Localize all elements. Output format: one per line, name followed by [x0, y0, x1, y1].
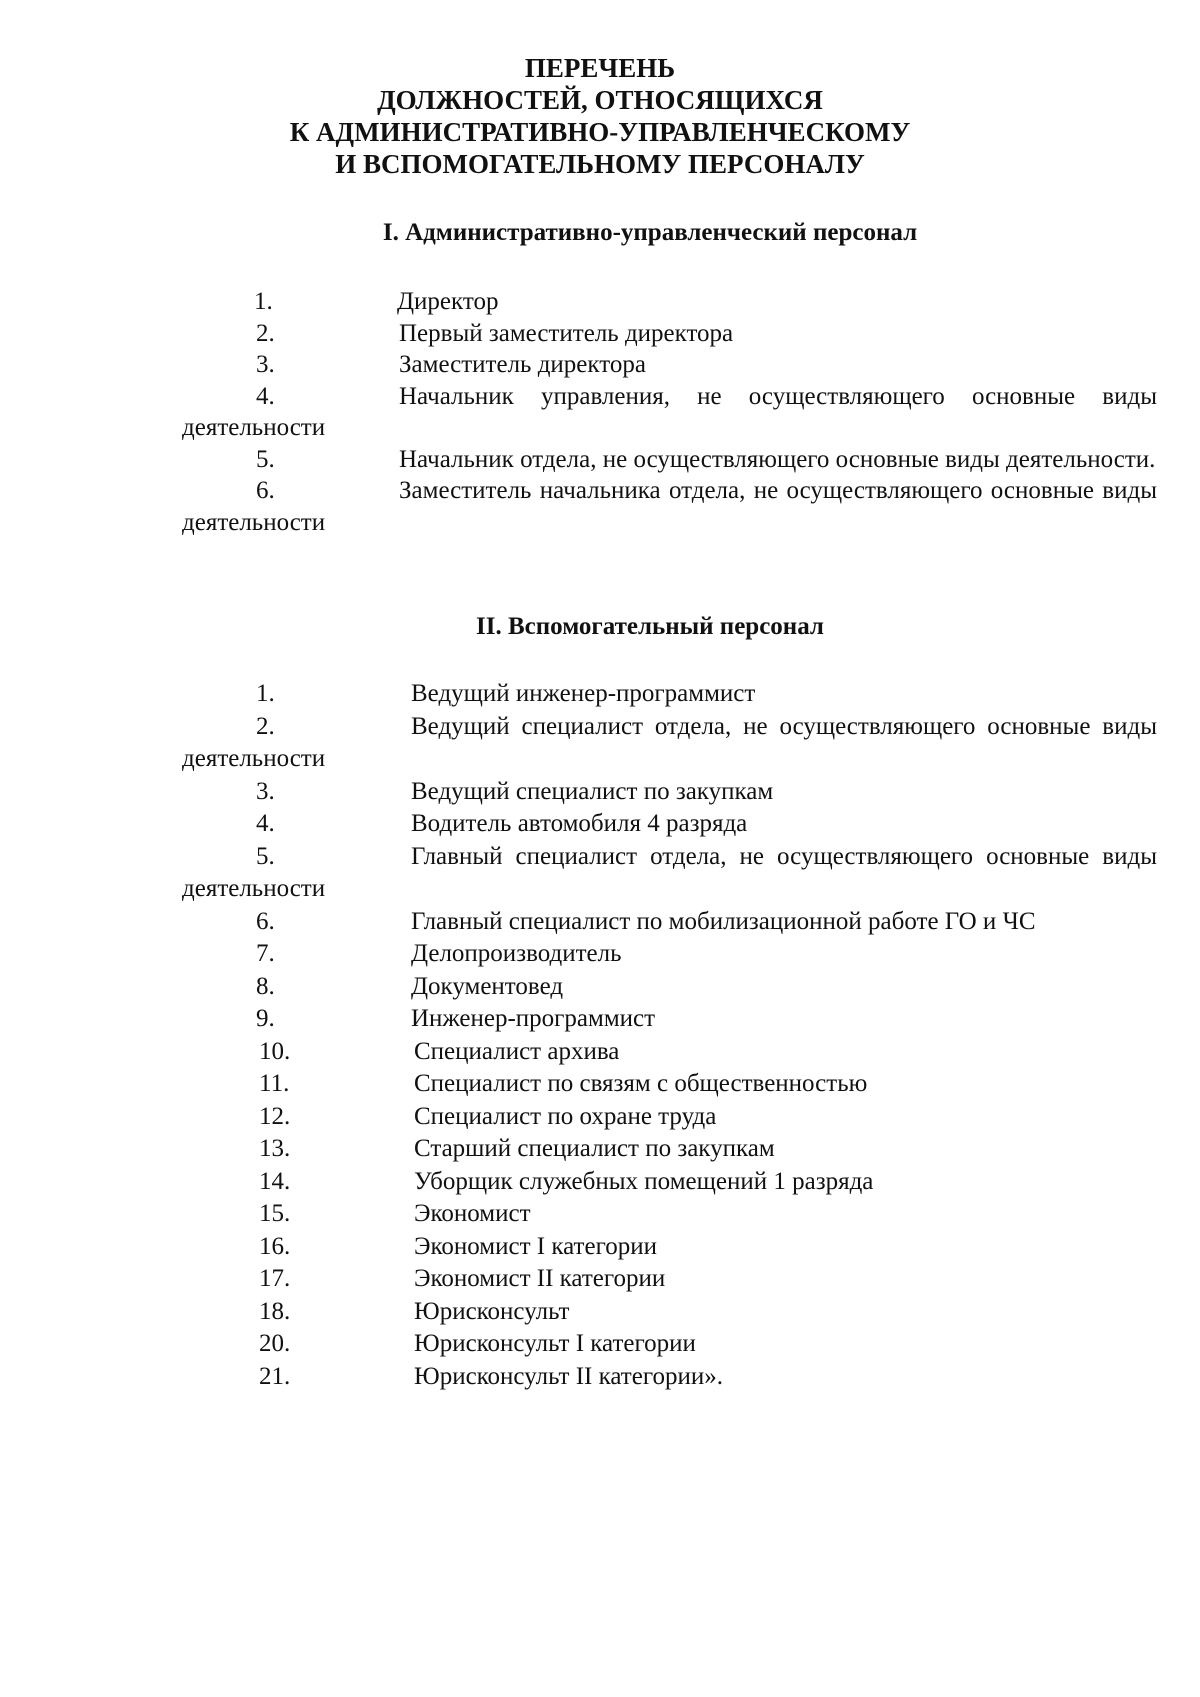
item-text: Экономист II категории	[414, 1265, 666, 1292]
list-item	[182, 1133, 1157, 1166]
title-line-4: И ВСПОМОГАТЕЛЬНОМУ ПЕРСОНАЛУ	[335, 149, 865, 179]
item-text: Главный специалист по мобилизационной работе ГО и ЧС	[411, 907, 1036, 935]
item-text: Первый заместитель директора	[399, 319, 734, 347]
item-text: Ведущий инженер-программист	[411, 680, 756, 707]
item-text: Юрисконсульт	[414, 1297, 570, 1325]
item-number: 7.	[256, 940, 275, 967]
section-2-heading: II. Вспомогательный персонал	[476, 613, 824, 640]
item-text: Специалист по охране труда	[414, 1102, 717, 1130]
item-text: Уборщик служебных помещений 1 разряда	[414, 1167, 874, 1195]
item-number: 1.	[256, 680, 275, 707]
item-text: Делопроизводитель	[411, 940, 622, 967]
list-item	[182, 475, 1157, 538]
list-item	[182, 1101, 1157, 1134]
list-item	[182, 841, 1157, 906]
list-item	[182, 318, 1157, 350]
item-number: 5.	[256, 842, 275, 870]
list-item	[182, 444, 1157, 476]
section-2-list	[182, 678, 1157, 1393]
item-text: Водитель автомобиля 4 разряда	[411, 810, 748, 837]
list-item	[182, 1198, 1157, 1231]
item-number: 15.	[259, 1200, 291, 1227]
title-line-3: К АДМИНИСТРАТИВНО-УПРАВЛЕНЧЕСКОМУ	[289, 117, 911, 147]
list-item	[182, 381, 1157, 444]
list-item	[182, 1003, 1157, 1036]
item-number: 1.	[254, 288, 273, 315]
list-item	[182, 678, 1157, 711]
item-text: Документовед	[411, 972, 564, 1000]
list-item	[182, 906, 1157, 939]
item-text: Ведущий специалист по закупкам	[411, 777, 774, 805]
list-item	[182, 938, 1157, 971]
item-text: Юрисконсульт II категории».	[414, 1362, 723, 1390]
item-number: 20.	[259, 1330, 291, 1357]
item-number: 12.	[259, 1102, 291, 1130]
item-text: Заместитель начальника отдела, не осуществляющего основные виды деятельности	[182, 477, 1157, 536]
list-item	[182, 1296, 1157, 1329]
list-item	[182, 286, 1157, 318]
item-text: Специалист по связям с общественностью	[414, 1070, 868, 1097]
item-text: Начальник отдела, не осуществляющего основные виды деятельности.	[399, 445, 1156, 473]
item-number: 4.	[256, 810, 275, 837]
list-item	[182, 971, 1157, 1004]
list-item	[182, 1231, 1157, 1264]
list-item	[182, 1068, 1157, 1101]
title-line-2: ДОЛЖНОСТЕЙ, ОТНОСЯЩИХСЯ	[377, 85, 823, 115]
item-number: 2.	[256, 319, 275, 347]
list-item	[182, 349, 1157, 381]
list-item	[182, 1328, 1157, 1361]
list-item	[182, 1361, 1157, 1394]
item-text: Инженер-программист	[411, 1005, 656, 1032]
item-text: Экономист I категории	[414, 1232, 657, 1260]
item-text: Экономист	[414, 1200, 531, 1227]
item-text: Юрисконсульт I категории	[414, 1330, 696, 1357]
item-text: Начальник управления, не осуществляющего основные виды деятельности	[182, 382, 1157, 441]
item-number: 6.	[256, 907, 275, 935]
item-text: Директор	[397, 288, 499, 315]
item-number: 4.	[256, 382, 275, 410]
list-item	[182, 1036, 1157, 1069]
item-text: Заместитель директора	[399, 351, 646, 378]
title-line-1: ПЕРЕЧЕНЬ	[524, 53, 676, 83]
item-text: Специалист архива	[414, 1037, 620, 1065]
item-number: 3.	[256, 777, 275, 805]
item-number: 17.	[259, 1265, 291, 1292]
item-number: 16.	[259, 1232, 291, 1260]
item-number: 18.	[259, 1297, 291, 1325]
item-number: 2.	[256, 712, 275, 740]
section-1-heading: I. Административно-управленческий персонал	[382, 219, 918, 246]
list-item	[182, 776, 1157, 809]
item-number: 11.	[259, 1070, 290, 1097]
section-1-list	[182, 286, 1157, 538]
item-number: 21.	[259, 1362, 291, 1390]
document-title	[0, 52, 1200, 180]
item-text: Главный специалист отдела, не осуществляющего основные виды деятельности	[182, 842, 1157, 902]
item-text: Ведущий специалист отдела, не осуществляющего основные виды деятельности	[182, 712, 1157, 772]
item-number: 14.	[259, 1167, 291, 1195]
list-item	[182, 1166, 1157, 1199]
item-number: 8.	[256, 972, 275, 1000]
list-item	[182, 711, 1157, 776]
item-text: Старший специалист по закупкам	[414, 1135, 775, 1162]
item-number: 9.	[256, 1005, 275, 1032]
item-number: 13.	[259, 1135, 291, 1162]
list-item	[182, 1263, 1157, 1296]
item-number: 10.	[259, 1037, 291, 1065]
item-number: 6.	[256, 477, 275, 504]
item-number: 3.	[256, 351, 275, 378]
list-item	[182, 808, 1157, 841]
item-number: 5.	[256, 445, 275, 473]
